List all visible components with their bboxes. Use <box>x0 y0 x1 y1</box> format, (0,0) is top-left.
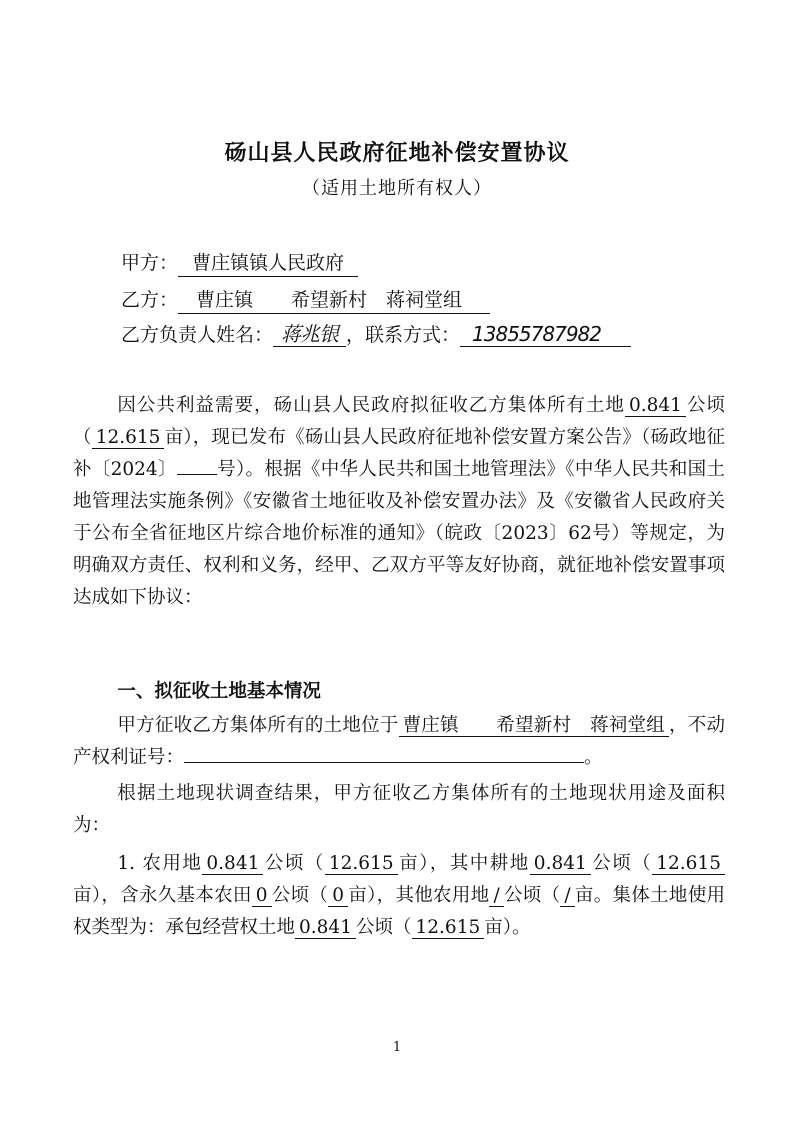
representative-signature: 蒋兆银 <box>273 322 346 347</box>
party-a-line <box>121 248 358 277</box>
agri-land-mu: 12.615 <box>325 853 398 875</box>
text-ha-open-5: 公顷（ <box>355 917 412 938</box>
certificate-end: 。 <box>584 747 603 768</box>
intro-paragraph <box>73 390 725 614</box>
survey-paragraph: 根据土地现状调查结果，甲方征收乙方集体所有的土地现状用途及面积为： <box>73 783 725 836</box>
intro-text-3: 亩），现已发布《砀山县人民政府征地补偿安置方案公告》（砀政地征补〔2024〕 <box>73 427 725 480</box>
party-b-line <box>121 285 490 314</box>
text-ha-open-4: 公顷（ <box>503 885 561 906</box>
location-text: 甲方征收乙方集体所有的土地位于 <box>117 715 399 736</box>
text-ha-open: 公顷（ <box>263 853 325 874</box>
text-basic-farmland: 亩），含永久基本农田 <box>73 885 252 906</box>
text-ha-open-2: 公顷（ <box>590 853 653 874</box>
party-b-label: 乙方： <box>121 289 179 311</box>
text-end: 亩）。 <box>484 917 531 938</box>
agri-land-ha: 0.841 <box>202 853 263 875</box>
intro-area-hectares: 0.841 <box>625 395 686 417</box>
intro-text-1: 因公共利益需要，砀山县人民政府拟征收乙方集体所有土地 <box>117 395 625 416</box>
document-title: 砀山县人民政府征地补偿安置协议 <box>224 141 570 166</box>
text-contract-land: 亩。集体土地使用权类型为：承包经营权土地 <box>73 885 725 938</box>
contract-land-ha: 0.841 <box>295 917 356 939</box>
intro-text-2: 公顷（ <box>73 395 725 448</box>
section-1-heading: 一、拟征收土地基本情况 <box>117 681 321 702</box>
party-b-value: 曹庄镇 希望新村 蒋祠堂组 <box>178 289 490 314</box>
basic-farmland-mu: 0 <box>328 885 348 907</box>
text-arable: 亩），其中耕地 <box>397 853 530 874</box>
intro-text-4: 号）。根据《中华人民共和国土地管理法》《中华人民共和国土地管理法实施条例》《安徽省土地征收及补偿安置办法》及《安徽省人民政府关于公布全省征地区片综合地价标准的通知》（皖政〔2023〕62号）等规定，为明确双方责任、权利和义务，经甲、乙双方平等友好协商，就征地补偿安置事项达成如下协议： <box>73 459 725 608</box>
text-other-agri: 亩），其他农用地 <box>348 885 490 906</box>
land-location: 曹庄镇 希望新村 蒋祠堂组 <box>399 715 669 737</box>
certificate-number-blank <box>184 742 584 763</box>
text-ha-open-3: 公顷（ <box>271 885 329 906</box>
basic-farmland-ha: 0 <box>252 885 272 907</box>
arable-ha: 0.841 <box>530 853 591 875</box>
contract-land-mu: 12.615 <box>412 917 485 939</box>
item-number: 1. <box>117 853 136 874</box>
certificate-label: ，不动产权利证号： <box>73 715 725 768</box>
representative-label: 乙方负责人姓名： <box>121 324 274 346</box>
contact-phone: 13855787982 <box>460 322 631 347</box>
arable-mu: 12.615 <box>652 853 725 875</box>
agri-land-label: 农用地 <box>142 853 203 874</box>
party-a-label: 甲方： <box>121 252 179 274</box>
other-agri-mu: / <box>560 885 574 907</box>
representative-line <box>121 320 631 347</box>
page-number: 1 <box>392 1040 402 1055</box>
announcement-number-blank <box>177 456 217 475</box>
other-agri-ha: / <box>489 885 503 907</box>
contact-label: ，联系方式： <box>346 324 461 346</box>
document-subtitle: （适用土地所有权人） <box>302 178 492 199</box>
party-a-value: 曹庄镇镇人民政府 <box>178 252 358 277</box>
section-1 <box>73 676 725 944</box>
intro-area-mu: 12.615 <box>92 427 165 449</box>
